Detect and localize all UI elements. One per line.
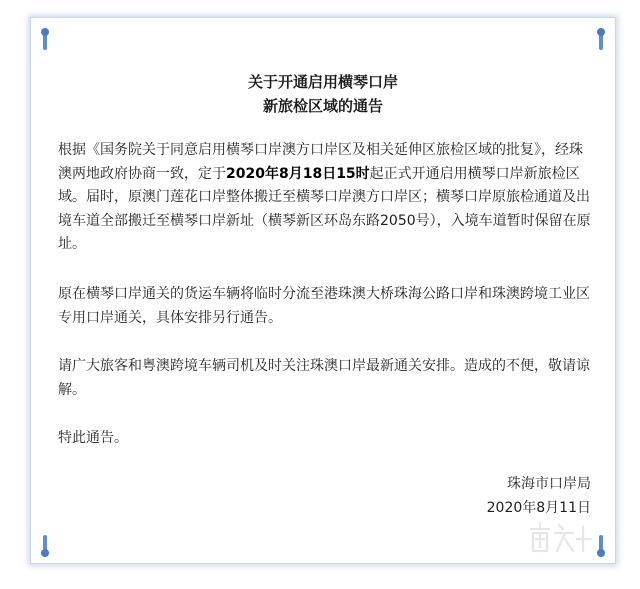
paragraph-freight-diversion: 原在横琴口岸通关的货运车辆将临时分流至港珠澳大桥珠海公路口岸和珠澳跨境工业区专用口岸通关，具体安排另行通告。 [58, 286, 590, 326]
paragraph-opening-text-before: 根据《国务院关于同意启用横琴口岸澳方口岸区及相关延伸区旅检区域的批复》，经珠澳两地政府协商一致，定于 [58, 142, 583, 182]
issue-date: 2020年8月11日 [486, 499, 591, 516]
issuing-organization: 珠海市口岸局 [507, 476, 591, 492]
opening-datetime-highlight: 2020年8月18日15时 [226, 165, 370, 182]
signature-block [487, 473, 591, 520]
paragraph-opening-schedule [58, 139, 594, 257]
pushpin-icon [43, 32, 47, 50]
paragraph-attention-request: 请广大旅客和粤澳跨境车辆司机及时关注珠澳口岸最新通关安排。造成的不便，敬请谅解。 [58, 358, 590, 398]
nanfang-plus-watermark-logo [525, 517, 605, 557]
pushpin-icon [599, 32, 603, 50]
paragraph-closing: 特此通告。 [58, 430, 128, 446]
notice-title-line-1: 关于开通启用横琴口岸 [247, 73, 398, 91]
pushpin-icon [43, 535, 47, 553]
paragraph-opening-text-after: 起正式开通启用横琴口岸新旅检区域。届时，原澳门莲花口岸整体搬迁至横琴口岸澳方口岸区；横琴口岸原旅检通道及出境车道全部搬迁至横琴口岸新址（横琴新区环岛东路2050号），入境车道暂时保留在原址。 [58, 165, 591, 252]
notice-title [31, 70, 615, 118]
notice-card [30, 17, 616, 564]
notice-title-line-2: 新旅检区域的通告 [262, 97, 383, 115]
